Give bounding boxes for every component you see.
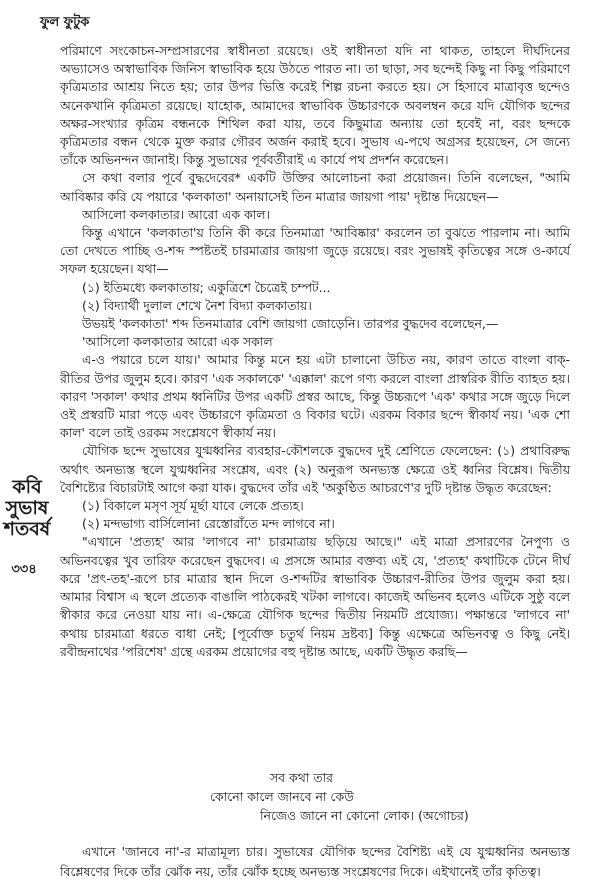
- side-mark-line: সুভাষ: [5, 496, 49, 519]
- example-line: (২) বিদ্যার্থী দুলাল শেখে নৈশ বিদ্যা কলকাতায়।: [82, 297, 312, 313]
- example-line: (১) ইতিমধ্যে কলকাতায়; একুত্রিশে চৈত্রেই চম্পট...: [82, 279, 331, 295]
- paragraph: কিন্তু এখানে 'কলকাতা'য় তিনি কী করে তিনমাত্রা 'আবিষ্কার' করলেন তা বুঝতে পারলাম না। আমি তো দেখতে পাচ্ছি ও-শব্দ স্পষ্টতই চারমাত্রার জায়গা জুড়ে রয়েছে। বরং সুভাষই কৃতিত্বের সঙ্গে ও-কার্যে সফল হয়েছেন। যথা—: [60, 225, 570, 277]
- side-mark-line: শতবর্ষ: [3, 517, 51, 540]
- paragraph: যৌগিক ছন্দে সুভাষের যুগ্মধ্বনির ব্যবহার-কৌশলকে বুদ্ধদেব দুই শ্রেণিতে ফেলেছেন: (১) প্রথাবিরুদ্ধ অর্থাৎ অনভ্যস্ত স্থলে যুগ্মধ্বনির সংশ্লেষ, এবং (২) অনুরূপ অনভ্যস্ত ক্ষেত্রে ওই ধ্বনির বিশ্লেষ। দ্বিতীয় বৈশিষ্ট্যের বিচারটাই আগে করা যাক। বুদ্ধদেব তাঁর এই 'অকুণ্ঠিত আচরণে'র দুটি দৃষ্টান্ত উদ্ধৃত করেছেন:: [60, 443, 570, 495]
- paragraph: পরিমাণে সংকোচন-সম্প্রসারণের স্বাধীনতা রয়েছে। ওই স্বাধীনতা যদি না থাকত, তাহলে দীর্ঘদিনের অভ্যাসেও অস্বাভাবিক জিনিস স্বাভাবিক হয়ে উঠতে পারত না। তা ছাড়া, সব ছন্দেই কিছু না কিছু পরিমাণে কৃত্রিমতার আশ্রয় নিতে হয়; তার উপর ভিত্তি করেই শিল্প রচনা করতে হয়। সে হিসাবে মাত্রাবৃত্ত ছন্দেও অনেকখানি কৃত্রিমতা রয়েছে। যাহোক, আমাদের স্বাভাবিক উচ্চারণকে অবলম্বন করে যদি যৌগিক ছন্দের অক্ষর-সংখ্যার কৃত্রিম বন্ধনকে শিথিল করা যায়, তবে কিছুমাত্র অন্যায় তো হবেই না, বরং ছন্দকে কৃত্রিমতার বন্ধন থেকে মুক্ত করার গৌরব অর্জন করাই হবে। সুভাষ এ-পথে অগ্রসর হয়েছেন, সে জন্যে তাঁকে অভিনন্দন জানাই। কিন্তু সুভাষের পূর্ববর্তীরাই এ কার্যে পথ প্রদর্শন করেছেন।: [60, 43, 570, 168]
- side-book-mark: [4, 468, 50, 548]
- verse-line: সব কথা তার: [270, 770, 333, 785]
- paragraph: "এখানে 'প্রত্যহ' আর 'লাগবে না' চারমাত্রায় ছড়িয়ে আছে।" এই মাত্রা প্রসারণের নৈপুণ্য ও অভিনবত্বের খুব তারিফ করেছেন বুদ্ধদেব। এ প্রসঙ্গে আমার বক্তব্য এই যে, 'প্রত্যহ' কথাটিকে টেনে দীর্ঘ করে 'প্রৎ-তহ'-রূপে চার মাত্রার স্থান দিলে ও-শব্দটির স্বাভাবিক উচ্চারণ-রীতির উপর জুলুম করা হয়। আমার বিশ্বাস এ স্থলে প্রত্যেক বাঙালি পাঠকেরই খটকা লাগবে। কাজেই অভিনব হলেও এটিকে সুষ্ঠু বলে স্বীকার করে নেওয়া যায় না। এ-ক্ষেত্রে যৌগিক ছন্দের দ্বিতীয় নিয়মটি প্রযোজ্য। পক্ষান্তরে 'লাগবে না' কথায় চারমাত্রা ধরতে বাধা নেই; [পূর্বোক্ত চতুর্থ নিয়ম দ্রষ্টব্য] কিন্তু এক্ষেত্রে অভিনবত্ব ও কিছু নেই। রবীন্দ্রনাথের 'পরিশেষ' গ্রন্থে এরকম প্রয়োগের বহু দৃষ্টান্ত আছে, একটি উদ্ধৃত করছি—: [60, 534, 570, 659]
- quoted-line: 'আসিলো কলকাতার আরো এক সকাল: [82, 334, 273, 350]
- quoted-line: আসিলো কলকাতার। আরো এক কাল।: [82, 206, 270, 222]
- verse-line: কোনো কালে জানবে না কেউ: [210, 789, 354, 804]
- page-number: ৩৩৪: [11, 562, 37, 577]
- running-head: ফুল ফুটুক: [40, 15, 90, 30]
- paragraph: এ-ও পয়ারে চলে যায়।' আমার কিন্তু মনে হয় এটা চালানো উচিত নয়, কারণ তাতে বাংলা বাক্-রীতির উপর জুলুম হবে। কারণ 'এক সকালকে' 'এক্কাল' রূপে গণ্য করলে বাংলা প্রাস্বরিক রীতি ব্যাহত হয়। কারণ 'সকাল' কথার প্রথম ধ্বনিটির উপর একটি প্রস্বর আছে, কিন্তু উচ্চরূপে 'এক' কথার সঙ্গে জুড়ে দিলে ওই প্রস্বরটি মারা পড়ে এবং উচ্চারণে কৃত্রিমতা ও বিকার ঘটে। এরকম বিকার ছন্দে স্বীকার্য নয়। 'এক শো কাল' বলে তাই ওরকম সংশ্লেষণে স্বীকার্য নয়।: [60, 352, 570, 441]
- paragraph: উভয়ই 'কলকাতা' শব্দ তিনমাত্রার বেশি জায়গা জোড়েনি। তারপর বুদ্ধদেব বলেছেন,—: [82, 316, 499, 332]
- example-line: (১) বিকালে মসৃণ সূর্য মূর্ছা যাবে লেকে প্রত্যহ।: [82, 498, 304, 514]
- closing-text: [60, 842, 570, 882]
- paragraph: সে কথা বলার পূর্বে বুদ্ধদেবের* একটি উক্তির আলোচনা করা প্রয়োজন। তিনি বলেছেন, "আমি আবিষ্কার করি যে পয়ারে 'কলকাতা' অনায়াসেই তিন মাত্রার জায়গা পায়' দৃষ্টান্ত দিয়েছেন—: [60, 170, 570, 204]
- verse-quotation: [210, 768, 550, 825]
- example-line: (২) মন্দভাগ্য বার্সিলোনা রেস্তোরাঁতে মন্দ লাগবে না।: [82, 516, 335, 532]
- side-mark-line: কবি: [12, 475, 42, 498]
- body-text: [60, 42, 570, 661]
- paragraph: এখানে 'জানবে না'-র মাত্রামূল্য চার। সুভাষের যৌগিক ছন্দের বৈশিষ্ট্য এই যে যুগ্মধ্বনির অনভ্যস্ত বিশ্লেষণের দিকে তাঁর ঝোঁক নয়, তাঁর ঝোঁক হচ্ছে অনভ্যস্ত সংশ্লেষণের দিকে। এইখানেই তাঁর কৃতিত্ব।: [60, 844, 570, 879]
- verse-line: নিজেও জানে না কোনো লোক। (অগোচর): [260, 808, 469, 823]
